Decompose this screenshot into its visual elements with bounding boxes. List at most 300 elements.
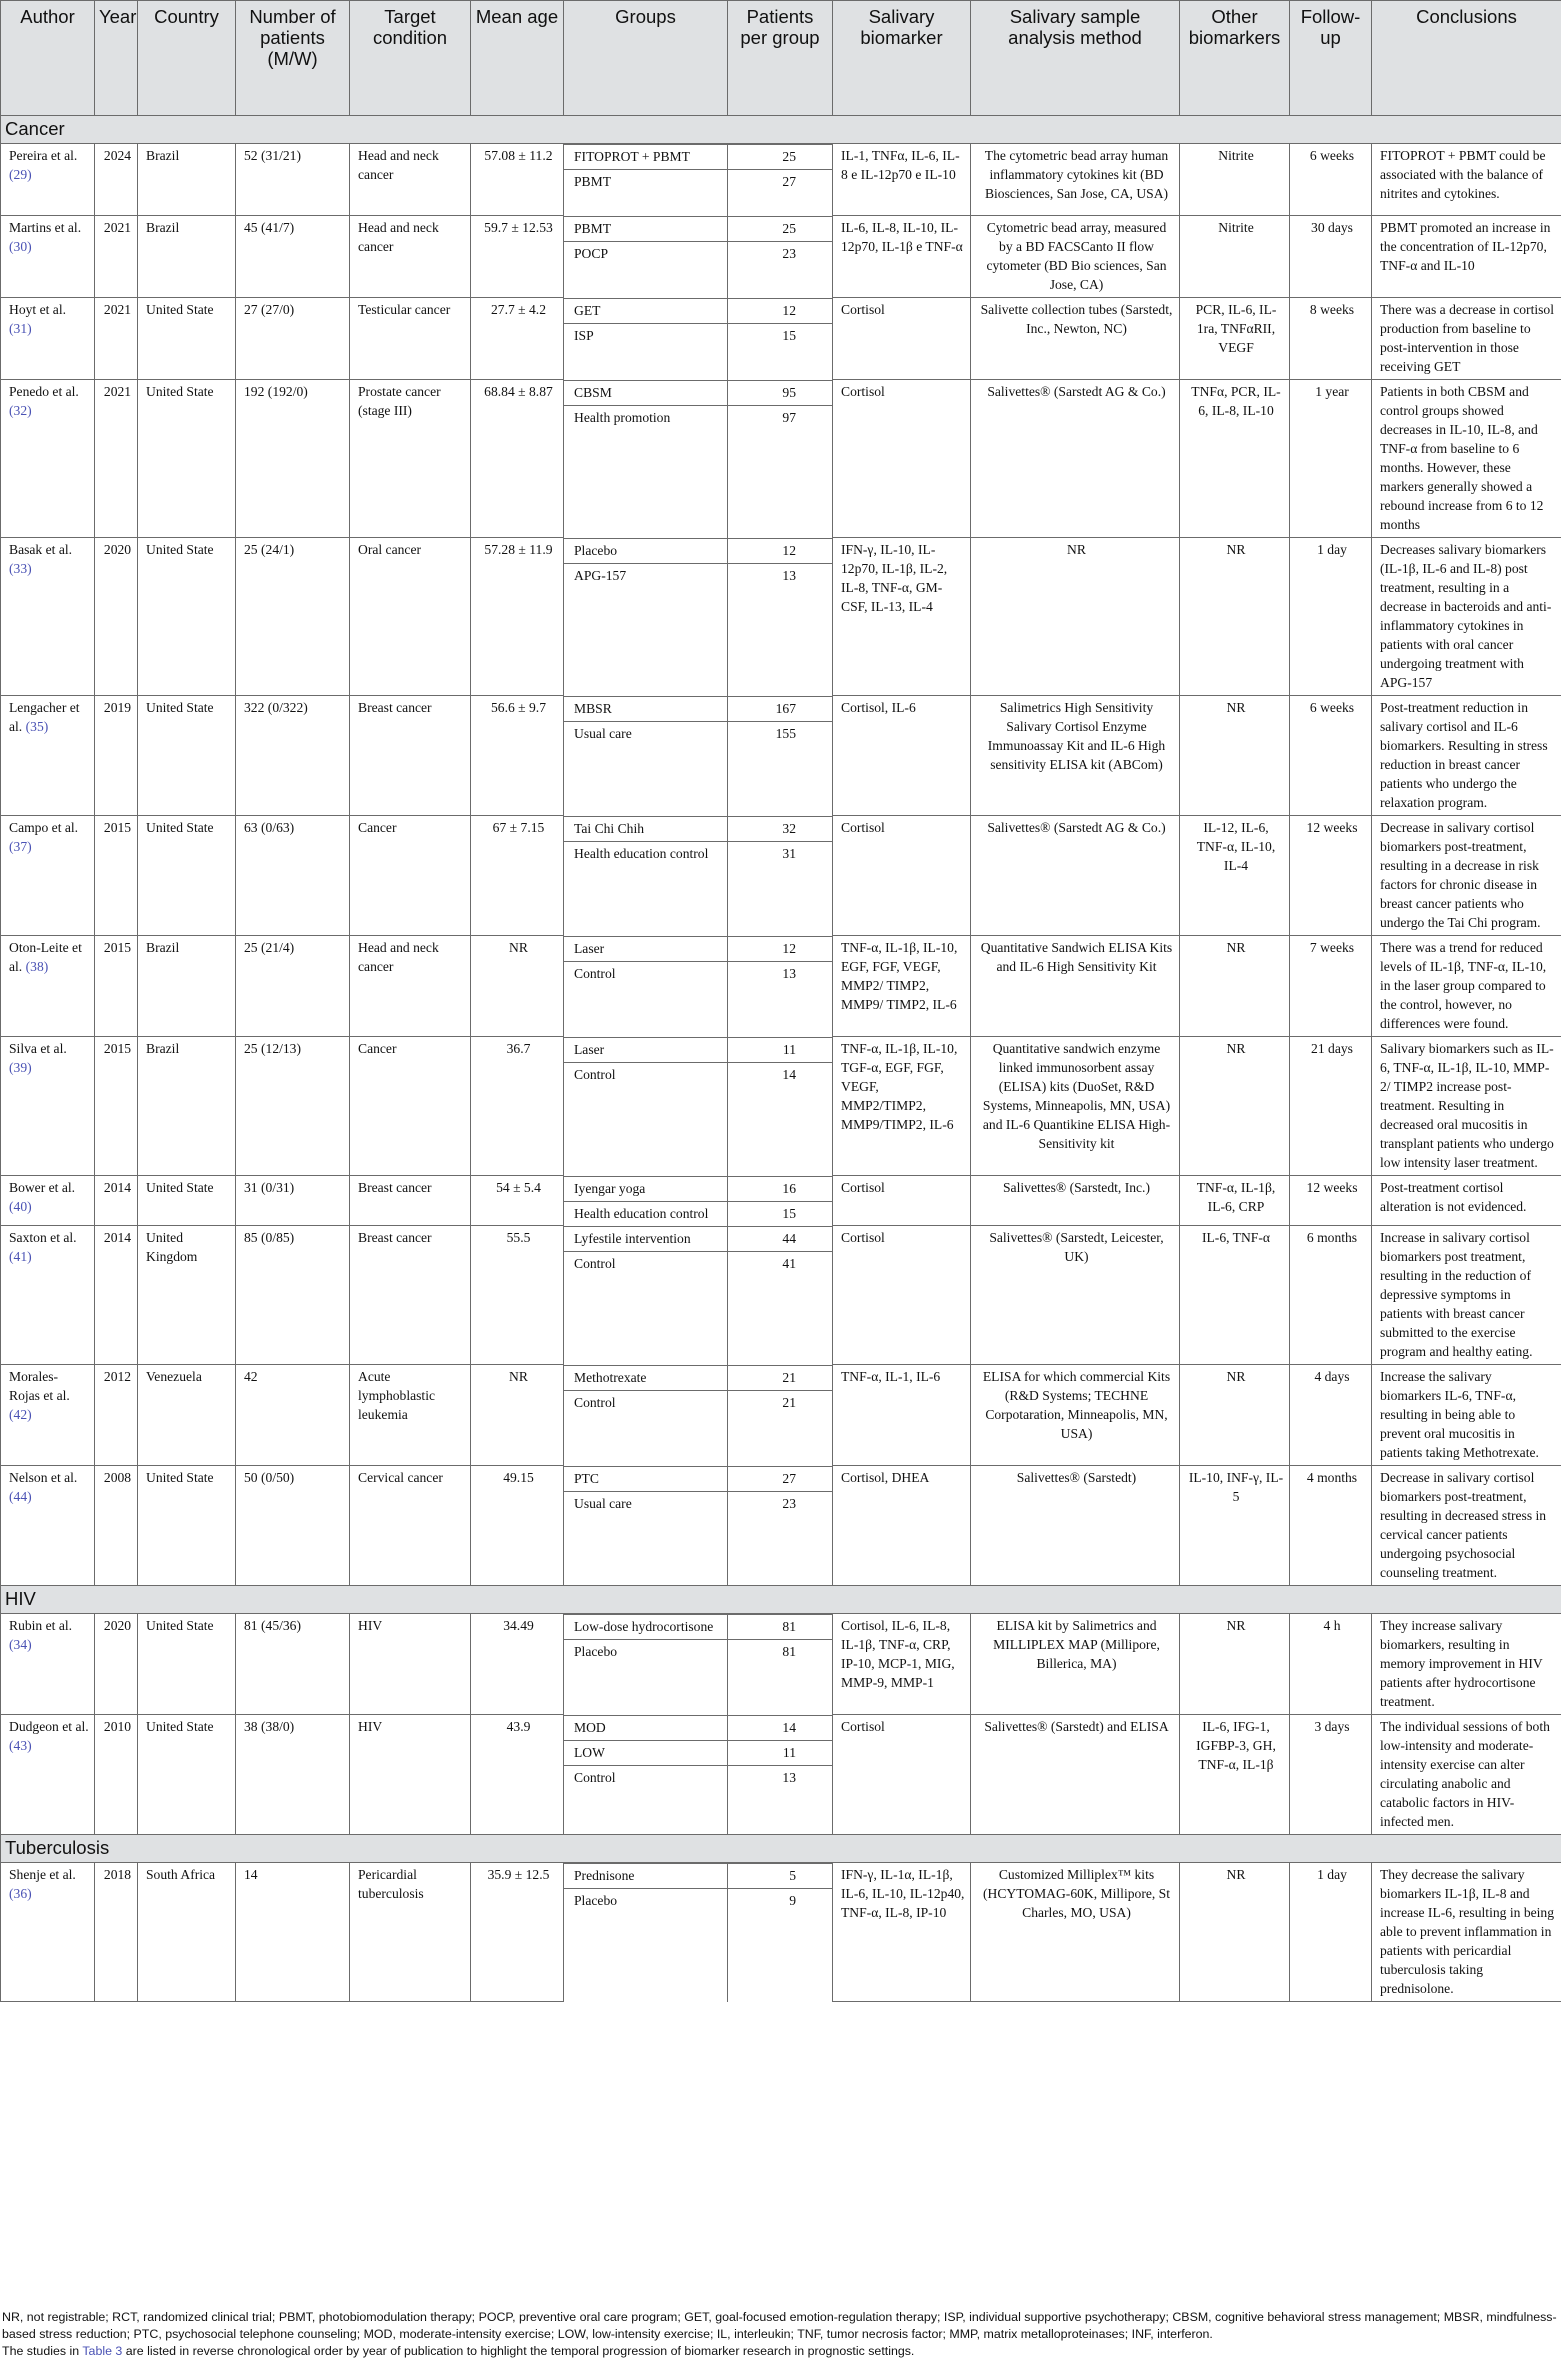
group-name: MOD xyxy=(564,1715,727,1740)
reference-link[interactable]: (33) xyxy=(9,561,32,576)
group-name: Control xyxy=(564,1062,727,1087)
cell-salivary-biomarker: IFN-γ, IL-1α, IL-1β, IL-6, IL-10, IL-12p40, TNF-α, IL-8, IP-10 xyxy=(833,1863,971,2002)
cell-condition: Oral cancer xyxy=(350,538,471,696)
cell-follow-up: 3 days xyxy=(1290,1715,1372,1835)
cell-country: United State xyxy=(138,1466,236,1586)
group-patient-count: 25 xyxy=(728,216,832,241)
cell-year: 2015 xyxy=(95,936,138,1037)
author-name: Nelson et al. xyxy=(9,1470,78,1485)
cell-groups xyxy=(564,1226,728,1365)
table-row xyxy=(1,1176,1561,1226)
category-label: Cancer xyxy=(1,116,1561,144)
table-row xyxy=(1,1863,1561,2002)
cell-follow-up: 12 weeks xyxy=(1290,1176,1372,1226)
footnote-order-text-end: are listed in reverse chronological order by year of publication to highlight the temporal progression of biomarker research in prognostic settings. xyxy=(125,2344,915,2358)
cell-follow-up: 30 days xyxy=(1290,216,1372,298)
cell-groups xyxy=(564,144,728,216)
group-patient-count: 41 xyxy=(728,1251,832,1276)
author-name: Martins et al. xyxy=(9,220,82,235)
cell-country: United State xyxy=(138,696,236,816)
cell-follow-up: 4 h xyxy=(1290,1614,1372,1715)
cell-year: 2019 xyxy=(95,696,138,816)
reference-link[interactable]: (39) xyxy=(9,1060,32,1075)
cell-conclusions: Decrease in salivary cortisol biomarkers post-treatment, resulting in decreased stress in cervical cancer patients undergoing psychosocial counseling treatment. xyxy=(1372,1466,1561,1586)
cell-method: NR xyxy=(971,538,1180,696)
cell-groups xyxy=(564,936,728,1037)
cell-age: 68.84 ± 8.87 xyxy=(471,380,564,538)
group-patient-count: 44 xyxy=(728,1226,832,1251)
category-row xyxy=(1,1586,1561,1614)
header-method: Salivary sample analysis method xyxy=(971,1,1180,116)
group-patient-count: 11 xyxy=(728,1740,832,1765)
group-name: Iyengar yoga xyxy=(564,1176,727,1201)
group-name: Methotrexate xyxy=(564,1365,727,1390)
reference-link[interactable]: (40) xyxy=(9,1199,32,1214)
author-name: Dudgeon et al. xyxy=(9,1719,89,1734)
cell-author xyxy=(1,216,95,298)
group-patient-count: 11 xyxy=(728,1037,832,1062)
author-name: Shenje et al. xyxy=(9,1867,76,1882)
reference-link[interactable]: (31) xyxy=(9,321,32,336)
group-name: Placebo xyxy=(564,1639,727,1664)
group-patient-count: 16 xyxy=(728,1176,832,1201)
cell-year: 2021 xyxy=(95,380,138,538)
cell-condition: HIV xyxy=(350,1614,471,1715)
cell-condition: Cervical cancer xyxy=(350,1466,471,1586)
cell-author xyxy=(1,1715,95,1835)
cell-groups xyxy=(564,538,728,696)
header-other-biomarkers: Other biomarkers xyxy=(1180,1,1290,116)
cell-country: United State xyxy=(138,1614,236,1715)
cell-method: Quantitative Sandwich ELISA Kits and IL-6 High Sensitivity Kit xyxy=(971,936,1180,1037)
group-patient-count: 14 xyxy=(728,1715,832,1740)
cell-country: United State xyxy=(138,298,236,380)
table-row xyxy=(1,380,1561,538)
cell-per-group xyxy=(728,936,833,1037)
header-year: Year xyxy=(95,1,138,116)
cell-conclusions: Decreases salivary biomarkers (IL-1β, IL-6 and IL-8) post treatment, resulting in a decrease in bacteroids and anti-inflammatory cytokines in patients with oral cancer undergoing treatment with APG-157 xyxy=(1372,538,1561,696)
cell-groups xyxy=(564,380,728,538)
cell-age: 49.15 xyxy=(471,1466,564,1586)
author-name: Hoyt et al. xyxy=(9,302,67,317)
cell-condition: Cancer xyxy=(350,1037,471,1176)
cell-per-group xyxy=(728,298,833,380)
group-name: Usual care xyxy=(564,721,727,746)
cell-salivary-biomarker: IFN-γ, IL-10, IL-12p70, IL-1β, IL-2, IL-8, TNF-α, GM-CSF, IL-13, IL-4 xyxy=(833,538,971,696)
group-name: Placebo xyxy=(564,538,727,563)
group-name: GET xyxy=(564,298,727,323)
group-patient-count: 13 xyxy=(728,961,832,986)
group-name: Laser xyxy=(564,1037,727,1062)
cell-other-biomarkers: Nitrite xyxy=(1180,144,1290,216)
cell-conclusions: PBMT promoted an increase in the concentration of IL-12p70, TNF-α and IL-10 xyxy=(1372,216,1561,298)
cell-age: NR xyxy=(471,1365,564,1466)
cell-year: 2021 xyxy=(95,298,138,380)
group-name: CBSM xyxy=(564,380,727,405)
cell-follow-up: 12 weeks xyxy=(1290,816,1372,936)
cell-author xyxy=(1,144,95,216)
header-patients: Number of patients (M/W) xyxy=(236,1,350,116)
cell-country: United State xyxy=(138,816,236,936)
header-follow-up: Follow-up xyxy=(1290,1,1372,116)
cell-salivary-biomarker: Cortisol xyxy=(833,816,971,936)
cell-salivary-biomarker: Cortisol xyxy=(833,298,971,380)
group-name: Laser xyxy=(564,936,727,961)
group-name: Placebo xyxy=(564,1888,727,1913)
cell-patients: 31 (0/31) xyxy=(236,1176,350,1226)
cell-method: Customized Milliplex™ kits (HCYTOMAG-60K, Millipore, St Charles, MO, USA) xyxy=(971,1863,1180,2002)
cell-patients: 14 xyxy=(236,1863,350,2002)
cell-salivary-biomarker: Cortisol, DHEA xyxy=(833,1466,971,1586)
cell-age: 57.08 ± 11.2 xyxy=(471,144,564,216)
cell-follow-up: 21 days xyxy=(1290,1037,1372,1176)
cell-per-group xyxy=(728,380,833,538)
cell-author xyxy=(1,380,95,538)
cell-age: 34.49 xyxy=(471,1614,564,1715)
group-name: PTC xyxy=(564,1466,727,1491)
group-name: Tai Chi Chih xyxy=(564,816,727,841)
header-salivary-biomarker: Salivary biomarker xyxy=(833,1,971,116)
cell-condition: Testicular cancer xyxy=(350,298,471,380)
cell-conclusions: They decrease the salivary biomarkers IL-1β, IL-8 and increase IL-6, resulting in being able to prevent inflammation in patients with pericardial tuberculosis taking prednisolone. xyxy=(1372,1863,1561,2002)
group-name: APG-157 xyxy=(564,563,727,588)
cell-country: United State xyxy=(138,538,236,696)
cell-per-group xyxy=(728,1037,833,1176)
cell-year: 2020 xyxy=(95,538,138,696)
cell-per-group xyxy=(728,538,833,696)
cell-condition: HIV xyxy=(350,1715,471,1835)
author-name: Saxton et al. xyxy=(9,1230,77,1245)
cell-salivary-biomarker: TNF-α, IL-1, IL-6 xyxy=(833,1365,971,1466)
cell-patients: 63 (0/63) xyxy=(236,816,350,936)
header-age: Mean age xyxy=(471,1,564,116)
table-row xyxy=(1,216,1561,298)
cell-method: ELISA for which commercial Kits (R&D Systems; TECHNE Corpotaration, Minneapolis, MN, USA) xyxy=(971,1365,1180,1466)
cell-patients: 81 (45/36) xyxy=(236,1614,350,1715)
footnote-order-text: The studies in xyxy=(2,2344,80,2358)
cell-per-group xyxy=(728,1715,833,1835)
cell-age: 35.9 ± 12.5 xyxy=(471,1863,564,2002)
cell-salivary-biomarker: Cortisol xyxy=(833,1715,971,1835)
cell-conclusions: There was a decrease in cortisol production from baseline to post-intervention in those receiving GET xyxy=(1372,298,1561,380)
group-patient-count: 97 xyxy=(728,405,832,430)
cell-year: 2015 xyxy=(95,816,138,936)
cell-other-biomarkers: NR xyxy=(1180,696,1290,816)
cell-follow-up: 6 months xyxy=(1290,1226,1372,1365)
group-name: LOW xyxy=(564,1740,727,1765)
group-patient-count: 27 xyxy=(728,1466,832,1491)
group-patient-count: 15 xyxy=(728,1201,832,1226)
cell-author xyxy=(1,696,95,816)
cell-age: 27.7 ± 4.2 xyxy=(471,298,564,380)
cell-age: 56.6 ± 9.7 xyxy=(471,696,564,816)
author-name: Oton-Leite et al. xyxy=(9,940,82,974)
cell-author xyxy=(1,1863,95,2002)
cell-method: Cytometric bead array, measured by a BD FACSCanto II flow cytometer (BD Bio sciences, San Jose, CA) xyxy=(971,216,1180,298)
reference-link[interactable]: (38) xyxy=(25,959,49,974)
cell-other-biomarkers: TNF-α, IL-1β, IL-6, CRP xyxy=(1180,1176,1290,1226)
table-row xyxy=(1,1614,1561,1715)
cell-condition: Prostate cancer (stage III) xyxy=(350,380,471,538)
table-row xyxy=(1,816,1561,936)
cell-method: Salivettes® (Sarstedt) and ELISA xyxy=(971,1715,1180,1835)
cell-country: Brazil xyxy=(138,144,236,216)
group-patient-count: 21 xyxy=(728,1365,832,1390)
cell-year: 2015 xyxy=(95,1037,138,1176)
cell-other-biomarkers: NR xyxy=(1180,1863,1290,2002)
cell-age: 67 ± 7.15 xyxy=(471,816,564,936)
group-patient-count: 23 xyxy=(728,1491,832,1516)
cell-conclusions: The individual sessions of both low-intensity and moderate-intensity exercise can alter circulating anabolic and catabolic factors in HIV-infected men. xyxy=(1372,1715,1561,1835)
cell-condition: Breast cancer xyxy=(350,1176,471,1226)
group-name: POCP xyxy=(564,241,727,266)
cell-salivary-biomarker: Cortisol xyxy=(833,380,971,538)
cell-year: 2021 xyxy=(95,216,138,298)
cell-age: NR xyxy=(471,936,564,1037)
header-row xyxy=(1,1,1561,116)
cell-groups xyxy=(564,1614,728,1715)
cell-salivary-biomarker: IL-1, TNFα, IL-6, IL-8 e IL-12p70 e IL-10 xyxy=(833,144,971,216)
group-name: Health education control xyxy=(564,841,727,866)
cell-per-group xyxy=(728,1863,833,2002)
cell-patients: 25 (21/4) xyxy=(236,936,350,1037)
table-row xyxy=(1,1466,1561,1586)
reference-link[interactable]: (37) xyxy=(9,839,32,854)
cell-follow-up: 4 months xyxy=(1290,1466,1372,1586)
cell-author xyxy=(1,1037,95,1176)
group-patient-count: 23 xyxy=(728,241,832,266)
header-groups: Groups xyxy=(564,1,728,116)
group-patient-count: 32 xyxy=(728,816,832,841)
cell-method: Salimetrics High Sensitivity Salivary Cortisol Enzyme Immunoassay Kit and IL-6 High sensitivity ELISA kit (ABCom) xyxy=(971,696,1180,816)
group-patient-count: 81 xyxy=(728,1639,832,1664)
group-name: Low-dose hydrocortisone xyxy=(564,1614,727,1639)
cell-year: 2014 xyxy=(95,1176,138,1226)
reference-link[interactable]: (44) xyxy=(9,1489,32,1504)
cell-other-biomarkers: IL-10, INF-γ, IL-5 xyxy=(1180,1466,1290,1586)
cell-salivary-biomarker: IL-6, IL-8, IL-10, IL-12p70, IL-1β e TNF-α xyxy=(833,216,971,298)
cell-year: 2018 xyxy=(95,1863,138,2002)
cell-follow-up: 1 day xyxy=(1290,1863,1372,2002)
cell-conclusions: Patients in both CBSM and control groups showed decreases in IL-10, IL-8, and TNF-α from baseline to 6 months. However, these markers generally showed a rebound increase from 6 to 12 months xyxy=(1372,380,1561,538)
group-name: Health education control xyxy=(564,1201,727,1226)
reference-link[interactable]: (42) xyxy=(9,1407,32,1422)
cell-age: 55.5 xyxy=(471,1226,564,1365)
reference-link[interactable]: (34) xyxy=(9,1637,32,1652)
group-name: Control xyxy=(564,1765,727,1790)
cell-other-biomarkers: Nitrite xyxy=(1180,216,1290,298)
cell-country: United State xyxy=(138,1715,236,1835)
cell-age: 57.28 ± 11.9 xyxy=(471,538,564,696)
cell-age: 59.7 ± 12.53 xyxy=(471,216,564,298)
reference-link[interactable]: (29) xyxy=(9,167,32,182)
cell-salivary-biomarker: Cortisol, IL-6, IL-8, IL-1β, TNF-α, CRP, IP-10, MCP-1, MIG, MMP-9, MMP-1 xyxy=(833,1614,971,1715)
cell-groups xyxy=(564,1863,728,2002)
group-patient-count: 12 xyxy=(728,298,832,323)
cell-other-biomarkers: NR xyxy=(1180,1365,1290,1466)
group-name: ISP xyxy=(564,323,727,348)
author-name: Silva et al. xyxy=(9,1041,67,1056)
author-name: Morales-Rojas et al. xyxy=(9,1369,70,1403)
cell-method: Salivettes® (Sarstedt) xyxy=(971,1466,1180,1586)
cell-condition: Cancer xyxy=(350,816,471,936)
header-country: Country xyxy=(138,1,236,116)
group-patient-count: 12 xyxy=(728,538,832,563)
group-patient-count: 31 xyxy=(728,841,832,866)
cell-follow-up: 4 days xyxy=(1290,1365,1372,1466)
group-patient-count: 25 xyxy=(728,144,832,169)
cell-country: United Kingdom xyxy=(138,1226,236,1365)
author-name: Campo et al. xyxy=(9,820,79,835)
table-row xyxy=(1,144,1561,216)
category-label: HIV xyxy=(1,1586,1561,1614)
cell-follow-up: 7 weeks xyxy=(1290,936,1372,1037)
cell-per-group xyxy=(728,144,833,216)
cell-groups xyxy=(564,1715,728,1835)
author-name: Pereira et al. xyxy=(9,148,78,163)
group-name: MBSR xyxy=(564,696,727,721)
cell-conclusions: Increase in salivary cortisol biomarkers post treatment, resulting in the reduction of depressive symptoms in patients with breast cancer submitted to the exercise program and healthy eating. xyxy=(1372,1226,1561,1365)
cell-country: Venezuela xyxy=(138,1365,236,1466)
header-per-group: Patients per group xyxy=(728,1,833,116)
cell-condition: Head and neck cancer xyxy=(350,144,471,216)
cell-salivary-biomarker: Cortisol xyxy=(833,1176,971,1226)
group-patient-count: 13 xyxy=(728,1765,832,1790)
cell-year: 2020 xyxy=(95,1614,138,1715)
reference-link[interactable]: (36) xyxy=(9,1886,32,1901)
cell-method: Salivette collection tubes (Sarstedt, Inc., Newton, NC) xyxy=(971,298,1180,380)
cell-other-biomarkers: NR xyxy=(1180,538,1290,696)
cell-condition: Acute lymphoblastic leukemia xyxy=(350,1365,471,1466)
cell-salivary-biomarker: TNF-α, IL-1β, IL-10, EGF, FGF, VEGF, MMP2/ TIMP2, MMP9/ TIMP2, IL-6 xyxy=(833,936,971,1037)
cell-other-biomarkers: IL-6, IFG-1, IGFBP-3, GH, TNF-α, IL-1β xyxy=(1180,1715,1290,1835)
category-label: Tuberculosis xyxy=(1,1835,1561,1863)
group-patient-count: 12 xyxy=(728,936,832,961)
cell-author xyxy=(1,538,95,696)
cell-country: South Africa xyxy=(138,1863,236,2002)
cell-year: 2024 xyxy=(95,144,138,216)
cell-follow-up: 1 day xyxy=(1290,538,1372,696)
footnote-order xyxy=(2,2343,1559,2360)
cell-country: United State xyxy=(138,380,236,538)
cell-other-biomarkers: TNFα, PCR, IL-6, IL-8, IL-10 xyxy=(1180,380,1290,538)
cell-author xyxy=(1,1466,95,1586)
cell-conclusions: FITOPROT + PBMT could be associated with the balance of nitrites and cytokines. xyxy=(1372,144,1561,216)
cell-patients: 45 (41/7) xyxy=(236,216,350,298)
cell-per-group xyxy=(728,216,833,298)
cell-condition: Breast cancer xyxy=(350,696,471,816)
group-name: Usual care xyxy=(564,1491,727,1516)
cell-method: Quantitative sandwich enzyme linked immunosorbent assay (ELISA) kits (DuoSet, R&D Systems, Minneapolis, MN, USA) and IL-6 Quantikine ELISA High-Sensitivity kit xyxy=(971,1037,1180,1176)
cell-other-biomarkers: PCR, IL-6, IL-1ra, TNFαRII, VEGF xyxy=(1180,298,1290,380)
table-row xyxy=(1,696,1561,816)
cell-salivary-biomarker: TNF-α, IL-1β, IL-10, TGF-α, EGF, FGF, VEGF, MMP2/TIMP2, MMP9/TIMP2, IL-6 xyxy=(833,1037,971,1176)
cell-method: Salivettes® (Sarstedt AG & Co.) xyxy=(971,816,1180,936)
group-patient-count: 167 xyxy=(728,696,832,721)
reference-link[interactable]: (32) xyxy=(9,403,32,418)
group-name: Health promotion xyxy=(564,405,727,430)
cell-groups xyxy=(564,1176,728,1226)
cell-patients: 322 (0/322) xyxy=(236,696,350,816)
reference-link[interactable]: (30) xyxy=(9,239,32,254)
table-row xyxy=(1,538,1561,696)
group-patient-count: 95 xyxy=(728,380,832,405)
author-name: Bower et al. xyxy=(9,1180,76,1195)
cell-groups xyxy=(564,1365,728,1466)
cell-condition: Pericardial tuberculosis xyxy=(350,1863,471,2002)
cell-patients: 85 (0/85) xyxy=(236,1226,350,1365)
cell-groups xyxy=(564,696,728,816)
reference-link[interactable]: (43) xyxy=(9,1738,32,1753)
reference-link[interactable]: (35) xyxy=(25,719,49,734)
author-name: Rubin et al. xyxy=(9,1618,73,1633)
table-3-link[interactable]: Table 3 xyxy=(82,2344,123,2358)
cell-patients: 50 (0/50) xyxy=(236,1466,350,1586)
group-patient-count: 5 xyxy=(728,1863,832,1888)
cell-method: The cytometric bead array human inflammatory cytokines kit (BD Biosciences, San Jose, CA, USA) xyxy=(971,144,1180,216)
cell-per-group xyxy=(728,696,833,816)
header-conclusions: Conclusions xyxy=(1372,1,1561,116)
cell-year: 2014 xyxy=(95,1226,138,1365)
group-patient-count: 14 xyxy=(728,1062,832,1087)
header-condition: Target condition xyxy=(350,1,471,116)
cell-condition: Head and neck cancer xyxy=(350,936,471,1037)
cell-patients: 52 (31/21) xyxy=(236,144,350,216)
table-row xyxy=(1,1037,1561,1176)
cell-groups xyxy=(564,216,728,298)
cell-method: Salivettes® (Sarstedt, Inc.) xyxy=(971,1176,1180,1226)
group-patient-count: 27 xyxy=(728,169,832,194)
group-patient-count: 9 xyxy=(728,1888,832,1913)
cell-follow-up: 8 weeks xyxy=(1290,298,1372,380)
cell-per-group xyxy=(728,1614,833,1715)
cell-age: 43.9 xyxy=(471,1715,564,1835)
group-patient-count: 155 xyxy=(728,721,832,746)
group-name: Control xyxy=(564,1251,727,1276)
cell-salivary-biomarker: Cortisol, IL-6 xyxy=(833,696,971,816)
cell-year: 2012 xyxy=(95,1365,138,1466)
cell-condition: Head and neck cancer xyxy=(350,216,471,298)
table-row xyxy=(1,298,1561,380)
cell-per-group xyxy=(728,1365,833,1466)
cell-per-group xyxy=(728,816,833,936)
cell-per-group xyxy=(728,1466,833,1586)
cell-per-group xyxy=(728,1176,833,1226)
group-patient-count: 21 xyxy=(728,1390,832,1415)
table-row xyxy=(1,1226,1561,1365)
reference-link[interactable]: (41) xyxy=(9,1249,32,1264)
group-name: PBMT xyxy=(564,216,727,241)
cell-per-group xyxy=(728,1226,833,1365)
cell-other-biomarkers: IL-12, IL-6, TNF-α, IL-10, IL-4 xyxy=(1180,816,1290,936)
cell-year: 2010 xyxy=(95,1715,138,1835)
cell-condition: Breast cancer xyxy=(350,1226,471,1365)
cell-groups xyxy=(564,1466,728,1586)
cell-other-biomarkers: NR xyxy=(1180,1614,1290,1715)
cell-other-biomarkers: NR xyxy=(1180,936,1290,1037)
cell-groups xyxy=(564,1037,728,1176)
author-name: Penedo et al. xyxy=(9,384,79,399)
author-name: Lengacher et al. xyxy=(9,700,80,734)
cell-patients: 25 (12/13) xyxy=(236,1037,350,1176)
cell-author xyxy=(1,1176,95,1226)
cell-conclusions: Post-treatment reduction in salivary cortisol and IL-6 biomarkers. Resulting in stress reduction in breast cancer patients who undergo the relaxation program. xyxy=(1372,696,1561,816)
cell-country: Brazil xyxy=(138,1037,236,1176)
cell-age: 36.7 xyxy=(471,1037,564,1176)
group-name: PBMT xyxy=(564,169,727,194)
cell-method: ELISA kit by Salimetrics and MILLIPLEX MAP (Millipore, Billerica, MA) xyxy=(971,1614,1180,1715)
group-name: Prednisone xyxy=(564,1863,727,1888)
